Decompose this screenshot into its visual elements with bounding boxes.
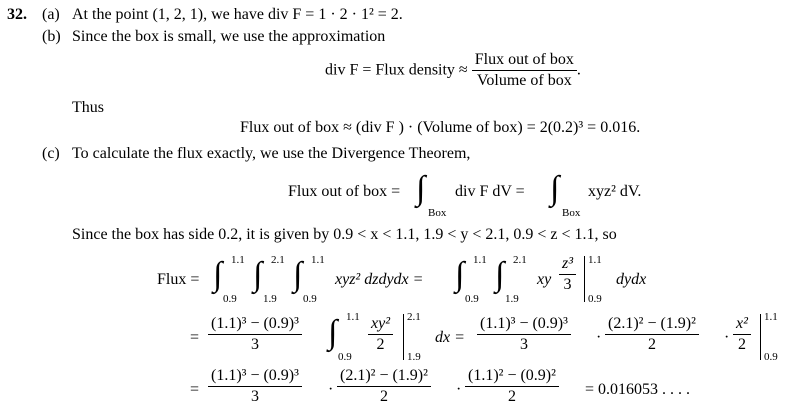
problem-number: 32. <box>7 6 27 23</box>
lower-limit: 0.9 <box>588 293 602 305</box>
differential: dydx <box>616 271 647 288</box>
fraction-numerator: (1.1)³ − (0.9)³ <box>477 316 571 335</box>
fraction-numerator: x² <box>733 316 751 335</box>
lower-limit: 1.9 <box>407 351 421 363</box>
flux-line-3 <box>190 368 750 412</box>
box-bounds-text: Since the box has side 0.2, it is given by 0.9 < x < 1.1, 1.9 < y < 2.1, 0.9 < z < 1.1, so <box>72 226 617 243</box>
final-result: = 0.016053 . . . . <box>585 381 691 398</box>
integrand-div-f: div F dV = <box>455 183 525 200</box>
evaluation-bar <box>760 314 761 360</box>
integrand: xyz² dzdydx = <box>335 271 424 288</box>
dot-operator: · <box>596 329 602 346</box>
upper-limit: 1.1 <box>764 311 778 323</box>
lower-limit: 0.9 <box>303 293 317 305</box>
integral-sign: ∫ <box>495 256 505 293</box>
fraction <box>605 316 699 353</box>
integrand-xy: xy <box>537 271 552 288</box>
fraction-numerator: (1.1)³ − (0.9)³ <box>208 368 302 387</box>
integral-sign: ∫ <box>293 256 303 293</box>
flux-density-equation: div F = Flux density ≈ $\frac{\text{Flux out of box}}{\text{Volume of box}}$ . <box>325 51 581 89</box>
fraction-denominator: 2 <box>379 388 388 405</box>
equals-sign: = <box>190 381 200 398</box>
upper-limit: 2.1 <box>271 254 285 266</box>
fraction-numerator: (1.1)² − (0.9)² <box>465 368 559 387</box>
fraction <box>465 368 559 405</box>
upper-limit: 1.1 <box>311 254 325 266</box>
fraction-denominator: 3 <box>250 388 259 405</box>
integral-subscript-box: Box <box>428 207 447 219</box>
dot-operator: · <box>328 381 334 398</box>
integral-sign: ∫ <box>253 256 263 293</box>
fraction <box>477 316 571 353</box>
fraction-denominator: 3 <box>563 276 572 293</box>
lower-limit: 0.9 <box>223 293 237 305</box>
flux-density-lhs: div F = Flux density ≈ <box>325 61 468 79</box>
part-c-intro: To calculate the flux exactly, we use the Divergence Theorem, <box>72 145 471 162</box>
fraction <box>208 368 302 405</box>
evaluation-bar <box>584 256 585 302</box>
integral-sign: ∫ <box>550 170 560 207</box>
fraction-numerator: (2.1)² − (1.9)² <box>605 316 699 335</box>
upper-limit: 2.1 <box>407 311 421 323</box>
flux-label: Flux = <box>157 271 200 288</box>
lower-limit: 0.9 <box>764 351 778 363</box>
flux-density-fraction <box>472 52 577 89</box>
integral-sign: ∫ <box>328 314 338 351</box>
fraction-denominator: 3 <box>519 336 528 353</box>
fraction <box>733 316 751 353</box>
fraction-numerator: z³ <box>559 256 576 275</box>
upper-limit: 2.1 <box>513 254 527 266</box>
part-a-text: At the point (1, 2, 1), we have div F = 1 · 2 · 1² = 2. <box>72 6 403 23</box>
flux-lhs: Flux out of box = <box>288 183 401 200</box>
part-b-intro: Since the box is small, we use the approximation <box>72 28 386 45</box>
upper-limit: 1.1 <box>473 254 487 266</box>
dot-operator: · <box>456 381 462 398</box>
fraction-numerator: Flux out of box <box>472 52 577 71</box>
fraction-denominator: 2 <box>647 336 656 353</box>
lower-limit: 1.9 <box>505 293 519 305</box>
fraction-denominator: 2 <box>507 388 516 405</box>
lower-limit: 1.9 <box>263 293 277 305</box>
lower-limit: 0.9 <box>465 293 479 305</box>
fraction <box>337 368 431 405</box>
integral-sign: ∫ <box>455 256 465 293</box>
fraction-denominator: 3 <box>250 336 259 353</box>
fraction-denominator: 2 <box>376 336 385 353</box>
part-a-label: (a) <box>42 6 60 23</box>
dot-operator: · <box>724 329 730 346</box>
fraction-denominator: Volume of box <box>476 72 572 89</box>
integral-sign: ∫ <box>213 256 223 293</box>
integral-sign: ∫ <box>416 170 426 207</box>
flux-line-1 <box>157 252 757 306</box>
fraction-denominator: 2 <box>737 336 746 353</box>
equals-sign: = <box>190 329 200 346</box>
upper-limit: 1.1 <box>588 254 602 266</box>
differential: dx = <box>435 329 465 346</box>
upper-limit: 1.1 <box>346 311 360 323</box>
integral-subscript-box: Box <box>562 207 581 219</box>
part-b-result: Flux out of box ≈ (div F ) · (Volume of box) = 2(0.2)³ = 0.016. <box>240 119 641 136</box>
integrand-xyz2: xyz² dV. <box>588 183 642 200</box>
evaluation-bar <box>403 314 404 360</box>
fraction-numerator: (1.1)³ − (0.9)³ <box>208 316 302 335</box>
fraction-numerator: xy² <box>368 316 393 335</box>
z-cubed-fraction <box>559 256 576 293</box>
fraction-numerator: (2.1)² − (1.9)² <box>337 368 431 387</box>
upper-limit: 1.1 <box>231 254 245 266</box>
part-c-label: (c) <box>42 145 60 162</box>
lower-limit: 0.9 <box>338 351 352 363</box>
flux-line-2 <box>190 312 785 364</box>
fraction <box>368 316 393 353</box>
fraction <box>208 316 302 353</box>
part-b-label: (b) <box>42 28 61 45</box>
thus-text: Thus <box>72 99 104 116</box>
